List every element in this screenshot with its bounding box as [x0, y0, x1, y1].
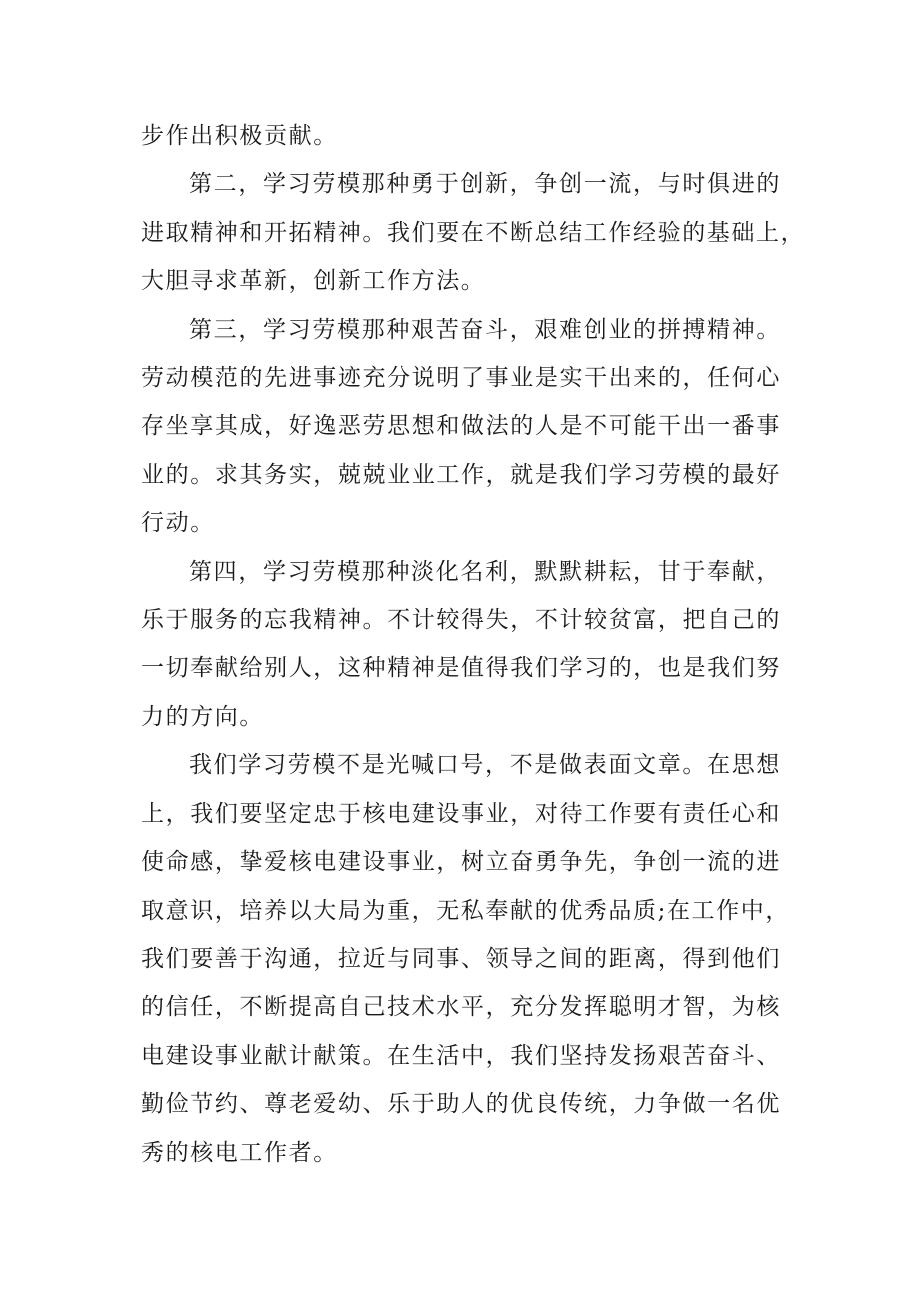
text-line: 勤俭节约、尊老爱幼、乐于助人的优良传统，力争做一名优: [141, 1091, 781, 1118]
paragraph-conclusion: [141, 741, 790, 1177]
paragraph-third-point: [141, 306, 781, 548]
text-line: 进取精神和开拓精神。我们要在不断总结工作经验的基础上，: [141, 219, 806, 246]
text-line: 的信任，不断提高自己技术水平，充分发挥聪明才智，为核: [141, 994, 781, 1021]
text-line: 我们要善于沟通，拉近与同事、领导之间的距离，得到他们: [141, 945, 781, 972]
document-page: [141, 112, 806, 1177]
paragraph-continuation: [141, 112, 781, 160]
text-line: 秀的核电工作者。: [141, 1139, 338, 1166]
text-line: 存坐享其成，好逸恶劳思想和做法的人是不可能干出一番事: [141, 413, 781, 440]
text-line: 第二，学习劳模那种勇于创新，争创一流，与时俱进的: [189, 171, 781, 198]
paragraph-fourth-point: [141, 548, 781, 742]
text-line: 力的方向。: [141, 703, 264, 730]
text-line: 电建设事业献计献策。在生活中，我们坚持发扬艰苦奋斗、: [141, 1042, 781, 1069]
text-line: 大胆寻求革新，创新工作方法。: [141, 268, 486, 295]
text-line: 劳动模范的先进事迹充分说明了事业是实干出来的，任何心: [141, 365, 781, 392]
paragraph-second-point: [141, 160, 806, 305]
text-line: 使命感，挚爱核电建设事业，树立奋勇争先，争创一流的进: [141, 849, 781, 876]
text-line: 业的。求其务实，兢兢业业工作，就是我们学习劳模的最好: [141, 461, 781, 488]
text-line: 一切奉献给别人，这种精神是值得我们学习的，也是我们努: [141, 655, 781, 682]
text-line: 我们学习劳模不是光喊口号，不是做表面文章。在思想: [189, 752, 781, 779]
text-line: 行动。: [141, 510, 215, 537]
text-line: 第三，学习劳模那种艰苦奋斗，艰难创业的拼搏精神。: [189, 316, 781, 343]
text-line: 第四，学习劳模那种淡化名利，默默耕耘，甘于奉献，: [189, 558, 781, 585]
text-line: 上，我们要坚定忠于核电建设事业，对待工作要有责任心和: [141, 800, 781, 827]
text-line: 取意识，培养以大局为重，无私奉献的优秀品质;在工作中，: [141, 897, 790, 924]
text-line: 步作出积极贡献。: [141, 123, 338, 149]
text-line: 乐于服务的忘我精神。不计较得失，不计较贫富，把自己的: [141, 607, 781, 634]
